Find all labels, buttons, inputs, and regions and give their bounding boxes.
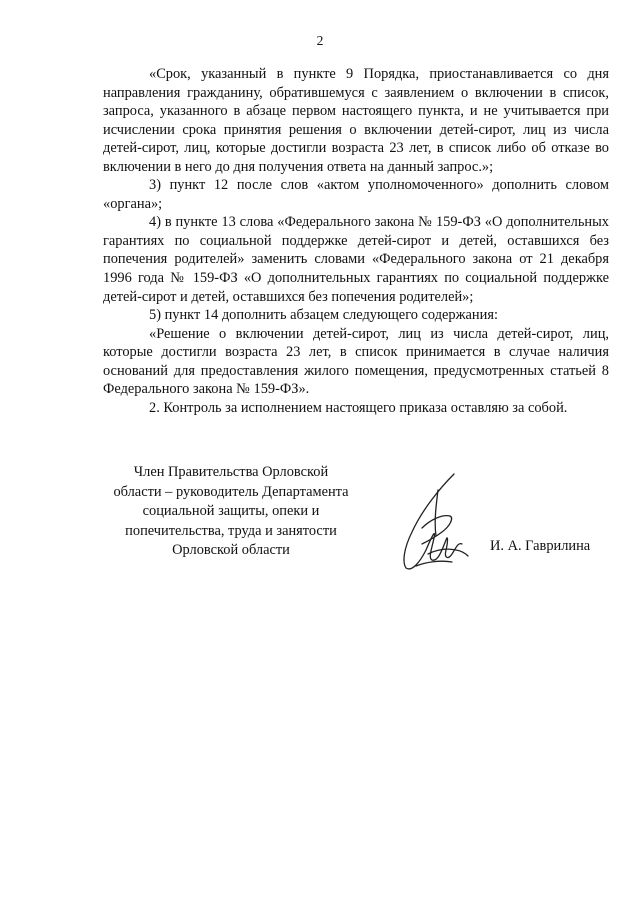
position-line: Член Правительства Орловской: [133, 464, 329, 480]
paragraph-quoted-term: «Срок, указанный в пункте 9 Порядка, приостанавливается со дня направления гражданину, обратившемуся с заявлением о включении в список, запроса, указанного в абзаце первом настоящего пункта, и не учитывается при исчислении срока принятия решения о включении детей-сирот, лиц из числа детей-сирот, лиц, которые достигли возраста 23 лет, в список либо об отказе во включении в него до дня получения ответа на данный запрос.»;: [103, 66, 609, 175]
position-line: области – руководитель Департамента: [113, 483, 349, 500]
paragraph-quoted-decision: «Решение о включении детей-сирот, лиц из числа детей-сирот, лиц, которые достигли возраста 23 лет, в список принимается в случае наличия оснований для предоставления жилого помещения, предусмотренных статьей 8 Федерального закона № 159-ФЗ».: [103, 325, 609, 398]
page-number: 2: [316, 33, 324, 48]
position-line: социальной защиты, опеки и: [142, 503, 320, 519]
position-line: попечительства, труда и занятости: [125, 522, 337, 539]
signatory-position: [96, 463, 366, 561]
handwritten-signature: [392, 470, 474, 574]
paragraph-item-5: 5) пункт 14 дополнить абзацем следующего содержания:: [149, 307, 498, 324]
paragraph-item-4: 4) в пункте 13 слова «Федерального закона № 159-ФЗ «О дополнительных гарантиях по социальной поддержке детей-сирот и детей, оставшихся без попечения родителей» заменить словами «Федерального закона от 21 декабря 1996 года № 159-ФЗ «О дополнительных гарантиях по социальной поддержке детей-сирот и детей, оставшихся без попечения родителей»;: [103, 214, 609, 305]
paragraph-item-3: 3) пункт 12 после слов «актом уполномоченного» дополнить словом «органа»;: [103, 177, 609, 212]
signatory-name: И. А. Гаврилина: [490, 538, 591, 554]
paragraph-control: 2. Контроль за исполнением настоящего приказа оставляю за собой.: [149, 399, 568, 416]
position-line: Орловской области: [172, 542, 290, 558]
